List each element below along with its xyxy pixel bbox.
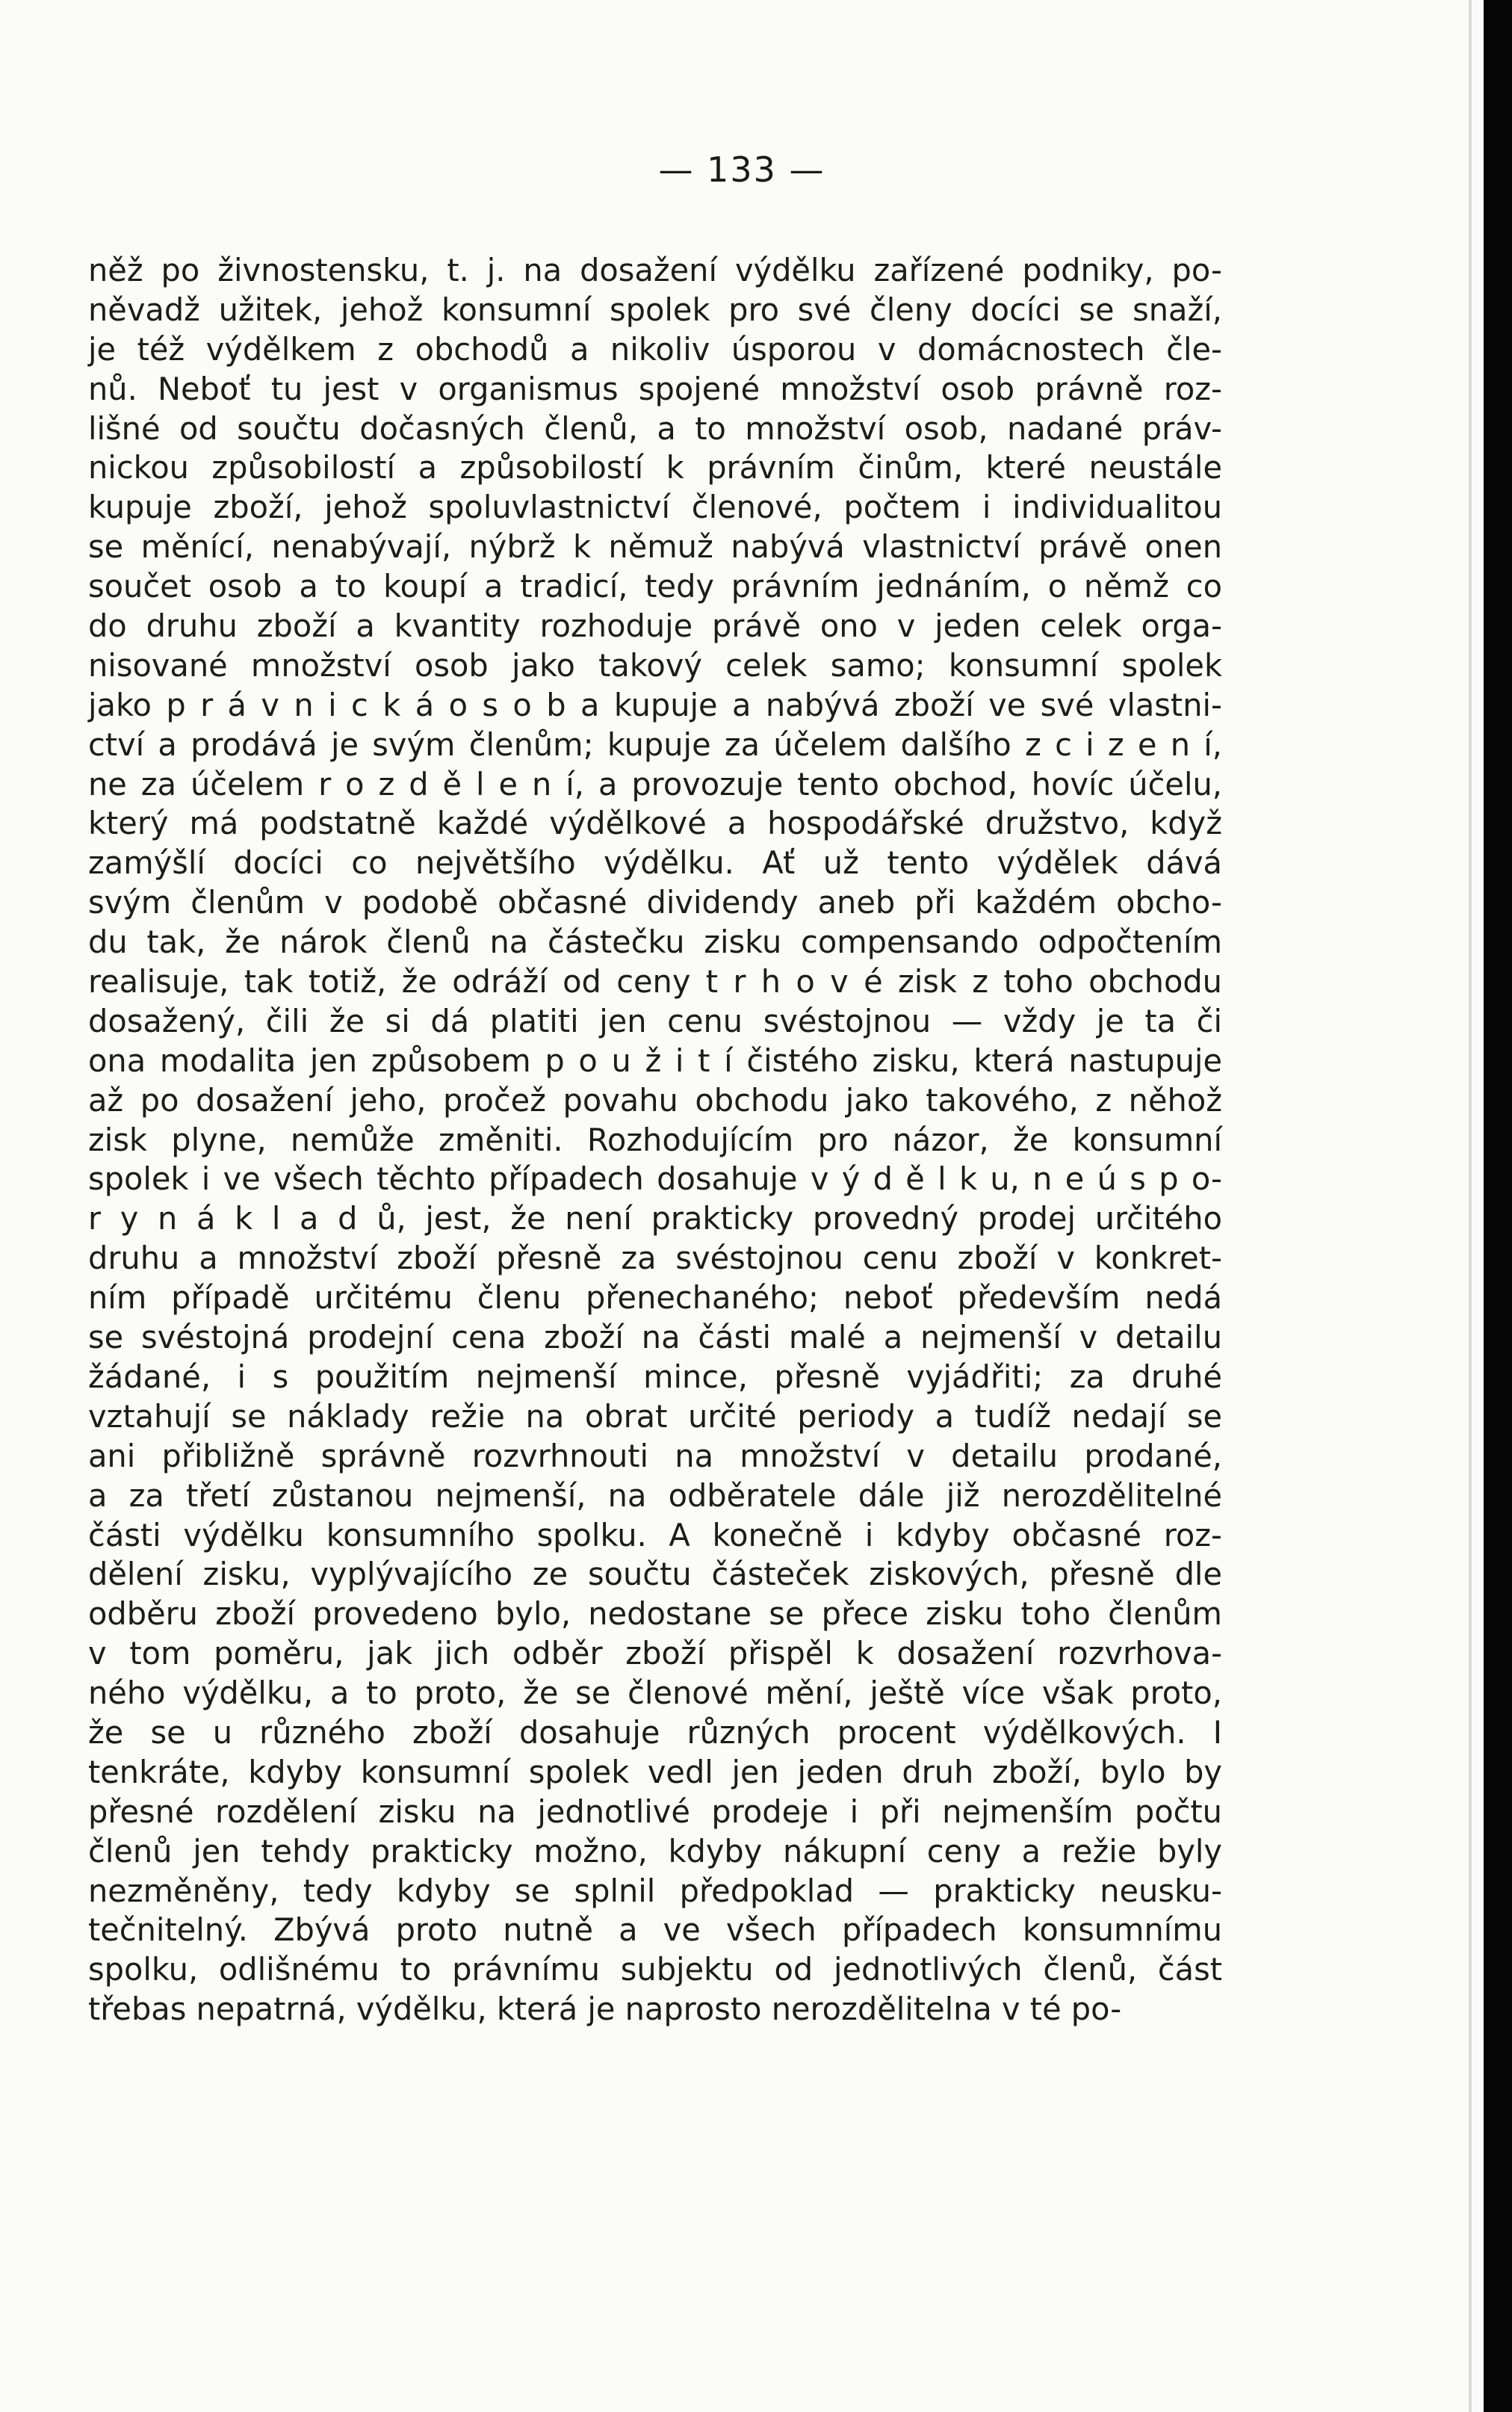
text-line: zamýšlí docíci co největšího výdělku. Ať už tento výdělek dává — [88, 844, 1222, 882]
text-line: nickou způsobilostí a způsobilostí k právním činům, které neustále — [88, 449, 1222, 486]
text-line: nisované množství osob jako takový celek samo; konsumní spolek — [88, 646, 1222, 684]
text-line: ného výdělku, a to proto, že se členové mění, ještě více však proto, — [88, 1675, 1222, 1712]
text-line: druhu a množství zboží přesně za svéstojnou cenu zboží v konkret- — [88, 1240, 1222, 1277]
page-edge-line — [1469, 0, 1472, 2412]
text-line: žádané, i s použitím nejmenší mince, přesně vyjádřiti; za druhé — [88, 1358, 1222, 1395]
text-line: vztahují se náklady režie na obrat určité periody a tudíž nedají se — [88, 1397, 1222, 1435]
text-line: že se u různého zboží dosahuje různých procent výdělkových. I — [88, 1713, 1222, 1751]
text-line: ona modalita jen způsobem p o u ž i t í čistého zisku, která nastupuje — [88, 1042, 1222, 1079]
text-line: je též výdělkem z obchodů a nikoliv úsporou v domácnostech čle- — [88, 330, 1222, 368]
text-line: kupuje zboží, jehož spoluvlastnictví členové, počtem i individualitou — [88, 489, 1222, 526]
text-line: který má podstatně každé výdělkové a hospodářské družstvo, když — [88, 805, 1222, 842]
text-line: nů. Neboť tu jest v organismus spojené množství osob právně roz- — [88, 370, 1222, 407]
text-line: členů jen tehdy prakticky možno, kdyby nákupní ceny a režie byly — [88, 1832, 1222, 1870]
text-line: r y n á k l a d ů, jest, že není prakticky provedný prodej určitého — [88, 1200, 1222, 1237]
text-line: lišné od součtu dočasných členů, a to množství osob, nadané práv- — [88, 409, 1222, 447]
text-line: přesné rozdělení zisku na jednotlivé prodeje i při nejmenším počtu — [88, 1793, 1222, 1830]
text-line: něvadž užitek, jehož konsumní spolek pro své členy docíci se snaží, — [88, 291, 1222, 328]
text-line: dosažený, čili že si dá platiti jen cenu svéstojnou — vždy je ta či — [88, 1002, 1222, 1039]
text-line: části výdělku konsumního spolku. A konečně i kdyby občasné roz- — [88, 1516, 1222, 1553]
text-line: ne za účelem r o z d ě l e n í, a provozuje tento obchod, hovíc účelu, — [88, 765, 1222, 803]
text-line: ctví a prodává je svým členům; kupuje za účelem dalšího z c i z e n í, — [88, 726, 1222, 763]
page-number: — 133 — — [658, 149, 825, 190]
text-line: jako p r á v n i c k á o s o b a kupuje a nabývá zboží ve své vlastni- — [88, 686, 1222, 723]
scan-border — [1484, 0, 1512, 2412]
text-line: do druhu zboží a kvantity rozhoduje právě ono v jeden celek orga- — [88, 607, 1222, 645]
text-line: svým členům v podobě občasné dividendy aneb při každém obcho- — [88, 884, 1222, 921]
text-line: zisk plyne, nemůže změniti. Rozhodujícím pro názor, že konsumní — [88, 1121, 1222, 1158]
text-line: součet osob a to koupí a tradicí, tedy právním jednáním, o němž co — [88, 568, 1222, 605]
text-line: se měnící, nenabývají, nýbrž k němuž nabývá vlastnictví právě onen — [88, 528, 1222, 566]
text-line: třebas nepatrná, výdělku, která je naprosto nerozdělitelna v té po- — [88, 1991, 1122, 2028]
body-text — [88, 251, 1222, 2029]
text-line: nezměněny, tedy kdyby se splnil předpoklad — prakticky neusku- — [88, 1872, 1222, 1909]
text-line: se svéstojná prodejní cena zboží na části malé a nejmenší v detailu — [88, 1319, 1222, 1356]
text-line: ani přibližně správně rozvrhnouti na množství v detailu prodané, — [88, 1437, 1222, 1474]
text-line: odběru zboží provedeno bylo, nedostane se přece zisku toho členům — [88, 1595, 1222, 1633]
text-line: až po dosažení jeho, pročež povahu obchodu jako takového, z něhož — [88, 1081, 1222, 1119]
text-line: v tom poměru, jak jich odběr zboží přispěl k dosažení rozvrhova- — [88, 1635, 1222, 1672]
text-line: něž po živnostensku, t. j. na dosažení výdělku zařízené podniky, po- — [88, 252, 1222, 288]
text-line: dělení zisku, vyplývajícího ze součtu částeček ziskových, přesně dle — [88, 1556, 1222, 1593]
text-line: du tak, že nárok členů na částečku zisku compensando odpočtením — [88, 924, 1222, 961]
text-line: spolek i ve všech těchto případech dosahuje v ý d ě l k u, n e ú s p o- — [88, 1160, 1222, 1198]
text-line: a za třetí zůstanou nejmenší, na odběratele dále již nerozdělitelné — [88, 1476, 1222, 1514]
text-line: realisuje, tak totiž, že odráží od ceny t r h o v é zisk z toho obchodu — [88, 963, 1222, 1001]
text-line: tečnitelný. Zbývá proto nutně a ve všech případech konsumnímu — [88, 1911, 1222, 1949]
text-line: spolku, odlišnému to právnímu subjektu od jednotlivých členů, část — [88, 1951, 1222, 1988]
text-line: ním případě určitému členu přenechaného; neboť především nedá — [88, 1279, 1222, 1317]
text-line: tenkráte, kdyby konsumní spolek vedl jen jeden druh zboží, bylo by — [88, 1753, 1222, 1790]
